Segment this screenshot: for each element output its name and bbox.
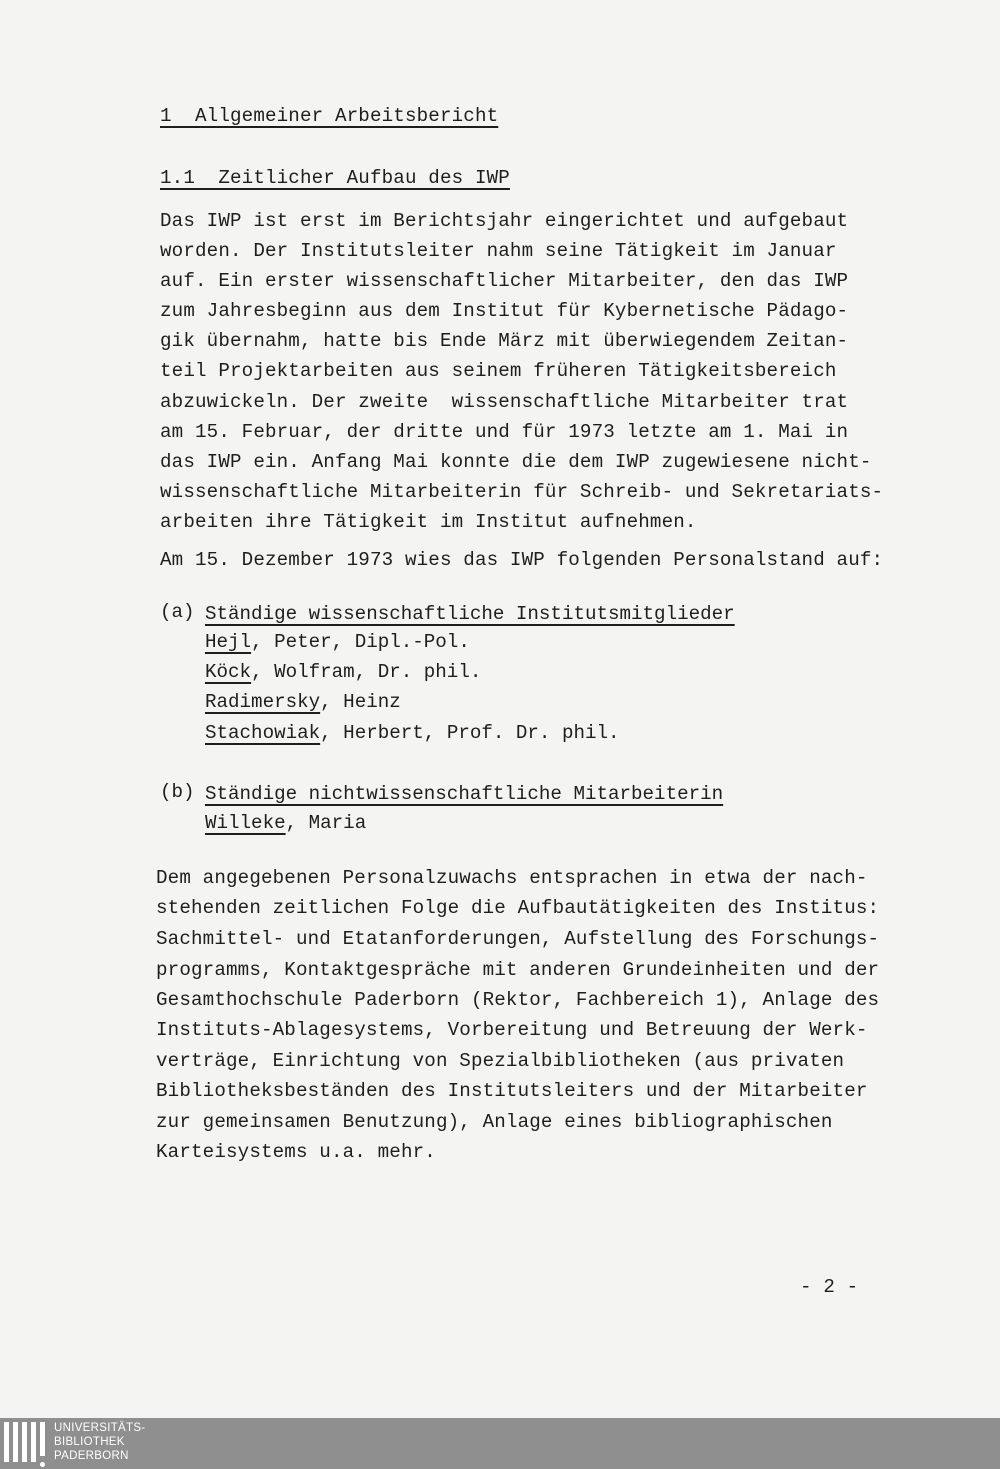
page-number: - 2 - bbox=[800, 1276, 859, 1298]
staff-member bbox=[205, 718, 620, 748]
text-line: auf. Ein erster wissenschaftlicher Mitarbeiter, den das IWP bbox=[160, 270, 849, 292]
library-footer bbox=[0, 1418, 1000, 1469]
staff-member bbox=[205, 627, 470, 657]
text-line: Gesamthochschule Paderborn (Rektor, Fachbereich 1), Anlage des bbox=[156, 989, 880, 1011]
staff-member bbox=[205, 687, 401, 717]
library-name bbox=[54, 1421, 145, 1463]
text-line: stehenden zeitlichen Folge die Aufbautätigkeiten des Institus: bbox=[156, 897, 880, 919]
group-marker: (b) bbox=[160, 781, 195, 803]
member-surname: Hejl bbox=[205, 631, 252, 653]
group-title: Ständige nichtwissenschaftliche Mitarbeiterin bbox=[205, 783, 724, 805]
member-surname: Stachowiak bbox=[205, 722, 321, 744]
text-line: gik übernahm, hatte bis Ende März mit überwiegendem Zeitan- bbox=[160, 330, 849, 352]
text-line: Bibliotheksbeständen des Institutsleiters und der Mitarbeiter bbox=[156, 1080, 868, 1102]
text-line: worden. Der Institutsleiter nahm seine Tätigkeit im Januar bbox=[160, 240, 837, 262]
member-surname: Willeke bbox=[205, 812, 286, 834]
text-line: zur gemeinsamen Benutzung), Anlage eines bibliographischen bbox=[156, 1111, 833, 1133]
library-name-line: UNIVERSITÄTS- bbox=[54, 1422, 146, 1434]
staff-member bbox=[205, 657, 481, 687]
text-line: Dem angegebenen Personalzuwachs entsprachen in etwa der nach- bbox=[156, 867, 868, 889]
university-library-logo-icon bbox=[4, 1422, 48, 1466]
text-line: programms, Kontaktgespräche mit anderen Grundeinheiten und der bbox=[156, 959, 880, 981]
staff-intro: Am 15. Dezember 1973 wies das IWP folgenden Personalstand auf: bbox=[160, 549, 884, 571]
text-line: verträge, Einrichtung von Spezialbibliotheken (aus privaten bbox=[156, 1050, 845, 1072]
text-line: Karteisystems u.a. mehr. bbox=[156, 1141, 436, 1163]
group-title: Ständige wissenschaftliche Institutsmitglieder bbox=[205, 603, 735, 625]
library-name-line: BIBLIOTHEK bbox=[54, 1436, 125, 1448]
member-details: , Wolfram, Dr. phil. bbox=[251, 661, 482, 683]
text-line: zum Jahresbeginn aus dem Institut für Kybernetische Pädago- bbox=[160, 300, 849, 322]
member-surname: Radimersky bbox=[205, 691, 321, 713]
text-line: wissenschaftliche Mitarbeiterin für Schreib- und Sekretariats- bbox=[160, 481, 884, 503]
text-line: abzuwickeln. Der zweite wissenschaftliche Mitarbeiter trat bbox=[160, 391, 849, 413]
member-details: , Peter, Dipl.-Pol. bbox=[251, 631, 470, 653]
group-marker: (a) bbox=[160, 601, 195, 623]
text-line: Das IWP ist erst im Berichtsjahr eingerichtet und aufgebaut bbox=[160, 210, 849, 232]
text-line: Instituts-Ablagesystems, Vorbereitung und Betreuung der Werk- bbox=[156, 1019, 868, 1041]
text-line: am 15. Februar, der dritte und für 1973 letzte am 1. Mai in bbox=[160, 421, 849, 443]
member-details: , Maria bbox=[285, 812, 367, 834]
text-line: das IWP ein. Anfang Mai konnte die dem IWP zugewiesene nicht- bbox=[160, 451, 872, 473]
library-name-line: PADERBORN bbox=[54, 1450, 129, 1462]
text-line: Sachmittel- und Etatanforderungen, Aufstellung des Forschungs- bbox=[156, 928, 880, 950]
subsection-heading: 1.1 Zeitlicher Aufbau des IWP bbox=[160, 167, 510, 189]
member-surname: Köck bbox=[205, 661, 252, 683]
member-details: , Herbert, Prof. Dr. phil. bbox=[320, 722, 620, 744]
text-line: teil Projektarbeiten aus seinem früheren Tätigkeitsbereich bbox=[160, 360, 837, 382]
member-details: , Heinz bbox=[320, 691, 401, 713]
staff-member bbox=[205, 808, 366, 838]
text-line: arbeiten ihre Tätigkeit im Institut aufnehmen. bbox=[160, 511, 697, 533]
section-heading: 1 Allgemeiner Arbeitsbericht bbox=[160, 105, 499, 127]
